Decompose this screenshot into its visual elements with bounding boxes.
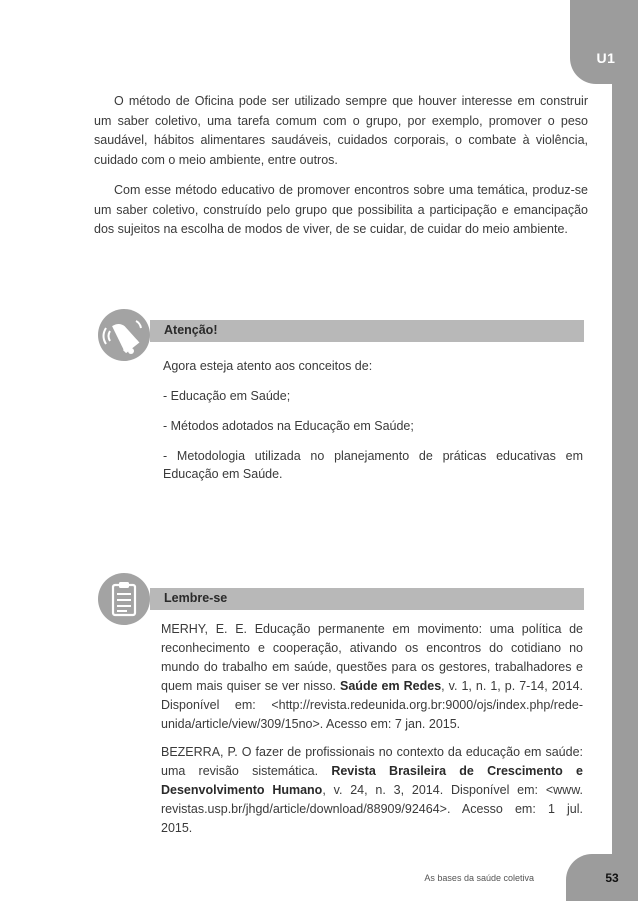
remember-icon-badge (98, 573, 150, 625)
list-item: Agora esteja atento aos conceitos de: (163, 359, 373, 373)
reference-source: Saúde em Redes (340, 679, 442, 693)
page-number: 53 (605, 871, 619, 885)
list-item: - Metodologia utilizada no planejamento de práticas educativas em Educação em Saúde. (163, 449, 583, 481)
unit-tab (570, 0, 638, 84)
reference-source: Revista Brasileira de Crescimento e Desenvolvimento Humano (161, 764, 583, 797)
paragraph: Com esse método educativo de promover encontros sobre uma temática, produz-se um saber coletivo, construído pelo grupo que possibilita a participação e emancipação dos sujeitos na escolha de modos de viver, de se cuidar, de cuidar do meio ambiente. (94, 183, 588, 236)
list-item: - Educação em Saúde; (163, 389, 291, 403)
side-strip (612, 84, 638, 854)
reference-item: MERHY, E. E. Educação permanente em movimento: uma política de reconhecimento e cooperação, ativando os encontros do cotidiano no mundo do trabalho em saúde, questões para os gestores, trabalhadores e quem mais quiser se ver nisso. Saúde em Redes, v. 1, n. 1, p. 7-14, 2014. Disponível em: <http://revista.redeunida.org.br:9000/ojs/index.php/rede-unida/article/view/309/15no>. Acesso em: 7 jan. 2015. (161, 622, 583, 731)
clipboard-icon (98, 573, 150, 625)
bell-icon (98, 309, 150, 361)
attention-title: Atenção! (164, 323, 218, 337)
reference-list (161, 620, 583, 847)
remember-title: Lembre-se (164, 591, 228, 605)
paragraph: O método de Oficina pode ser utilizado sempre que houver interesse em construir um saber coletivo, uma tarefa comum com o grupo, por exemplo, promover o peso saudável, hábitos alimentares saudáveis, cuidados corporais, o combate à violência, cuidado com o meio ambiente, entre outros. (94, 94, 588, 167)
attention-header (150, 320, 584, 342)
list-item: - Métodos adotados na Educação em Saúde; (163, 419, 414, 433)
footer-text: As bases da saúde coletiva (424, 873, 534, 883)
remember-header (150, 588, 584, 610)
unit-label: U1 (596, 50, 616, 66)
attention-icon-badge (98, 309, 150, 361)
attention-list (163, 357, 583, 495)
body-text (94, 92, 588, 251)
reference-item: BEZERRA, P. O fazer de profissionais no contexto da educação em saúde: uma revisão sistemática. Revista Brasileira de Crescimento e Desenvolvimento Humano, v. 24, n. 3, 2014. Disponível em: <www. revistas.usp.br/jhgd/article/download/88909/92464>. Acesso em: 1 jul. 2015. (161, 745, 583, 835)
